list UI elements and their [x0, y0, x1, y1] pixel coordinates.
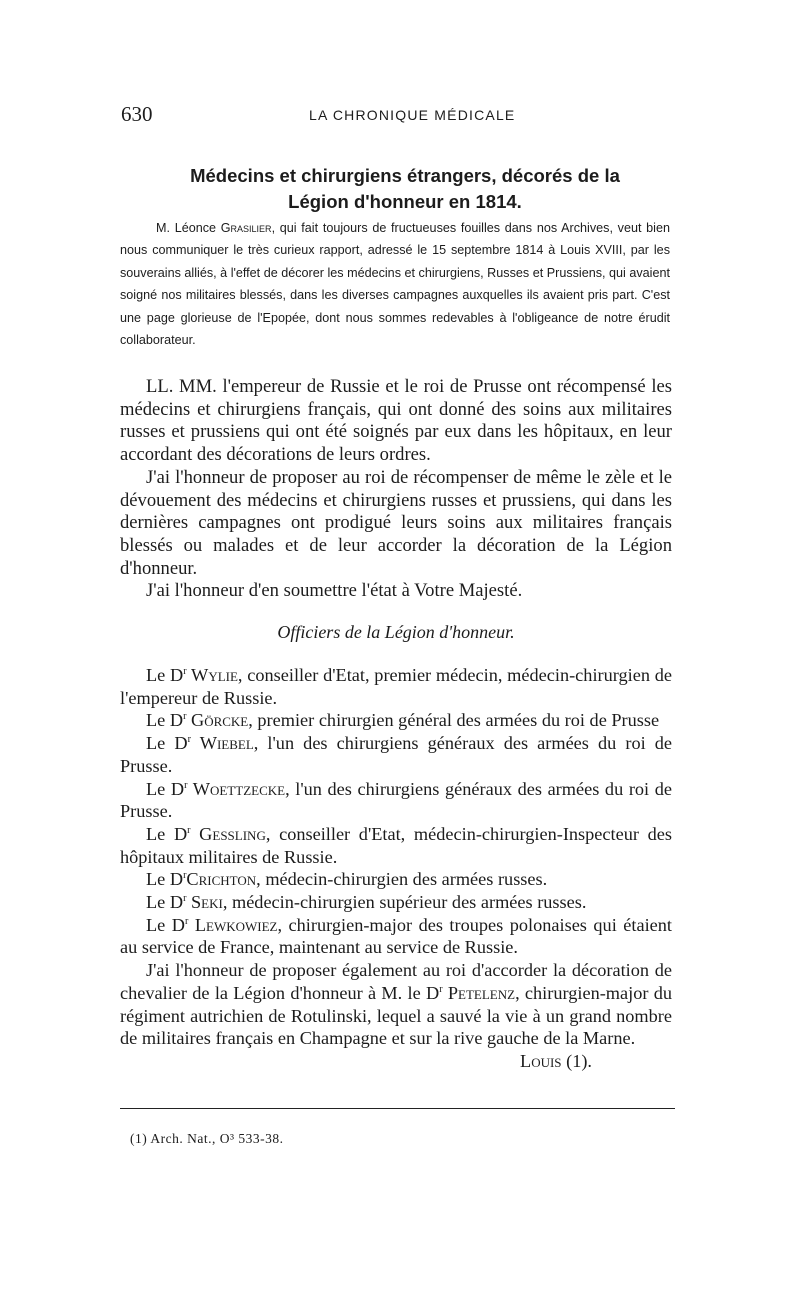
running-title: LA CHRONIQUE MÉDICALE	[309, 107, 516, 123]
officer-prefix: Le D	[146, 710, 184, 731]
officer-entry	[120, 891, 672, 914]
section-title: Officiers de la Légion d'honneur.	[277, 622, 515, 642]
footnote-divider	[120, 1108, 675, 1109]
officer-entry	[120, 664, 672, 709]
footnote: (1) Arch. Nat., O³ 533-38.	[130, 1131, 284, 1146]
officer-title-sup: r	[187, 824, 191, 836]
officer-title-sup: r	[187, 734, 191, 746]
officer-prefix: Le D	[146, 665, 184, 685]
officer-name: Gessling	[190, 823, 266, 844]
officer-title-sup: r	[184, 915, 189, 927]
officer-name: Woettzecke	[187, 778, 286, 799]
letter-paragraph-1: LL. MM. l'empereur de Russie et le roi de Prusse ont récompensé les médecins et chirurgiens français, qui ont donné des soins aux militaires russes et prussiens qui ont été soignés par eux dans les hôpitaux, en leur accordant des décorations de leurs ordres.	[120, 376, 672, 466]
officer-text: , conseiller d'Etat, premier médecin, médecin-chirurgien de l'empereur de Russie.	[120, 665, 672, 708]
officer-title-sup: r	[184, 779, 188, 791]
intro-author-name: Grasilier	[220, 221, 272, 235]
article-title	[150, 163, 660, 215]
officer-text: , médecin-chirurgien des armées russes.	[256, 869, 548, 890]
officer-text: , médecin-chirurgien supérieur des armées russes.	[222, 892, 587, 913]
officers-list	[120, 664, 672, 1073]
officer-prefix: Le D	[146, 869, 184, 890]
officer-name: Seki	[186, 892, 223, 913]
officer-title-sup: r	[183, 870, 187, 882]
officer-name: Wylie	[186, 665, 238, 685]
closing-pre: J'ai l'honneur de proposer également au roi d'accorder la décoration de chevalier de la Légion d'honneur à M. le D	[120, 960, 672, 1003]
intro-pre: M. Léonce	[156, 221, 221, 235]
article-title-line1: Médecins et chirurgiens étrangers, décorés de la	[190, 165, 620, 186]
officer-text: , premier chirurgien général des armées du roi de Prusse	[248, 710, 660, 731]
page-header	[121, 102, 681, 132]
officer-title-sup: r	[183, 711, 187, 723]
officer-entry	[120, 914, 672, 959]
closing-title-sup: r	[439, 983, 443, 995]
officer-text: , l'un des chirurgiens généraux des armées du roi de Prusse.	[120, 733, 673, 776]
officer-text: , l'un des chirurgiens généraux des armées du roi de Prusse.	[120, 778, 672, 822]
officer-name: Wiebel	[190, 733, 254, 754]
letter-body	[120, 376, 672, 603]
officer-title-sup: r	[183, 665, 187, 677]
letter-paragraph-3: J'ai l'honneur d'en soumettre l'état à Votre Majesté.	[146, 580, 523, 602]
article-title-line2: Légion d'honneur en 1814.	[288, 191, 522, 212]
officer-title-sup: r	[183, 892, 187, 904]
officer-name: Görcke	[186, 710, 249, 731]
officer-entry	[120, 778, 672, 823]
officer-name: Lewkowiez	[188, 914, 278, 935]
intro-paragraph	[120, 217, 670, 351]
officer-text: , conseiller d'Etat, médecin-chirurgien-Inspecteur des hôpitaux militaires de Russie.	[120, 823, 672, 867]
officer-text: , chirurgien-major des troupes polonaises qui étaient au service de France, maintenant au service de Russie.	[120, 914, 672, 958]
officer-prefix: Le D	[146, 914, 185, 935]
officer-entry	[120, 868, 672, 891]
closing-name: Petelenz	[442, 982, 516, 1003]
signature: Louis (1).	[520, 1050, 592, 1071]
intro-post: , qui fait toujours de fructueuses fouilles dans nos Archives, veut bien nous communiquer le très curieux rapport, adressé le 15 septembre 1814 à Louis XVIII, par les souverains alliés, à l'effet de décorer les médecins et chirurgiens, Russes et Prussiens, qui avaient soigné nos militaires blessés, dans les diverses campagnes auxquelles ils avaient pris part. C'est une page glorieuse de l'Epopée, dont nous sommes redevables à l'obligeance de notre érudit collaborateur.	[120, 221, 670, 348]
officer-prefix: Le D	[146, 733, 188, 754]
page-number: 630	[121, 102, 153, 126]
letter-paragraph-2: J'ai l'honneur de proposer au roi de récompenser de même le zèle et le dévouement des médecins et chirurgiens russes et prussiens, qui dans les dernières campagnes ont prodigué leurs soins aux militaires français blessés ou malades et de leur accorder la décoration de la Légion d'honneur.	[120, 466, 672, 579]
officer-prefix: Le D	[146, 778, 185, 799]
closing-post: , chirurgien-major du régiment autrichien de Rotulinski, lequel a sauvé la vie à un grand nombre de militaires français en Champagne et sur la rive gauche de la Marne.	[120, 982, 673, 1049]
officer-prefix: Le D	[146, 823, 188, 844]
officer-name: Crichton	[186, 869, 257, 890]
closing-paragraph	[120, 959, 672, 1050]
officer-entry	[120, 709, 672, 732]
officer-entry	[120, 823, 672, 868]
officer-entry	[120, 732, 672, 777]
officer-prefix: Le D	[146, 892, 184, 913]
